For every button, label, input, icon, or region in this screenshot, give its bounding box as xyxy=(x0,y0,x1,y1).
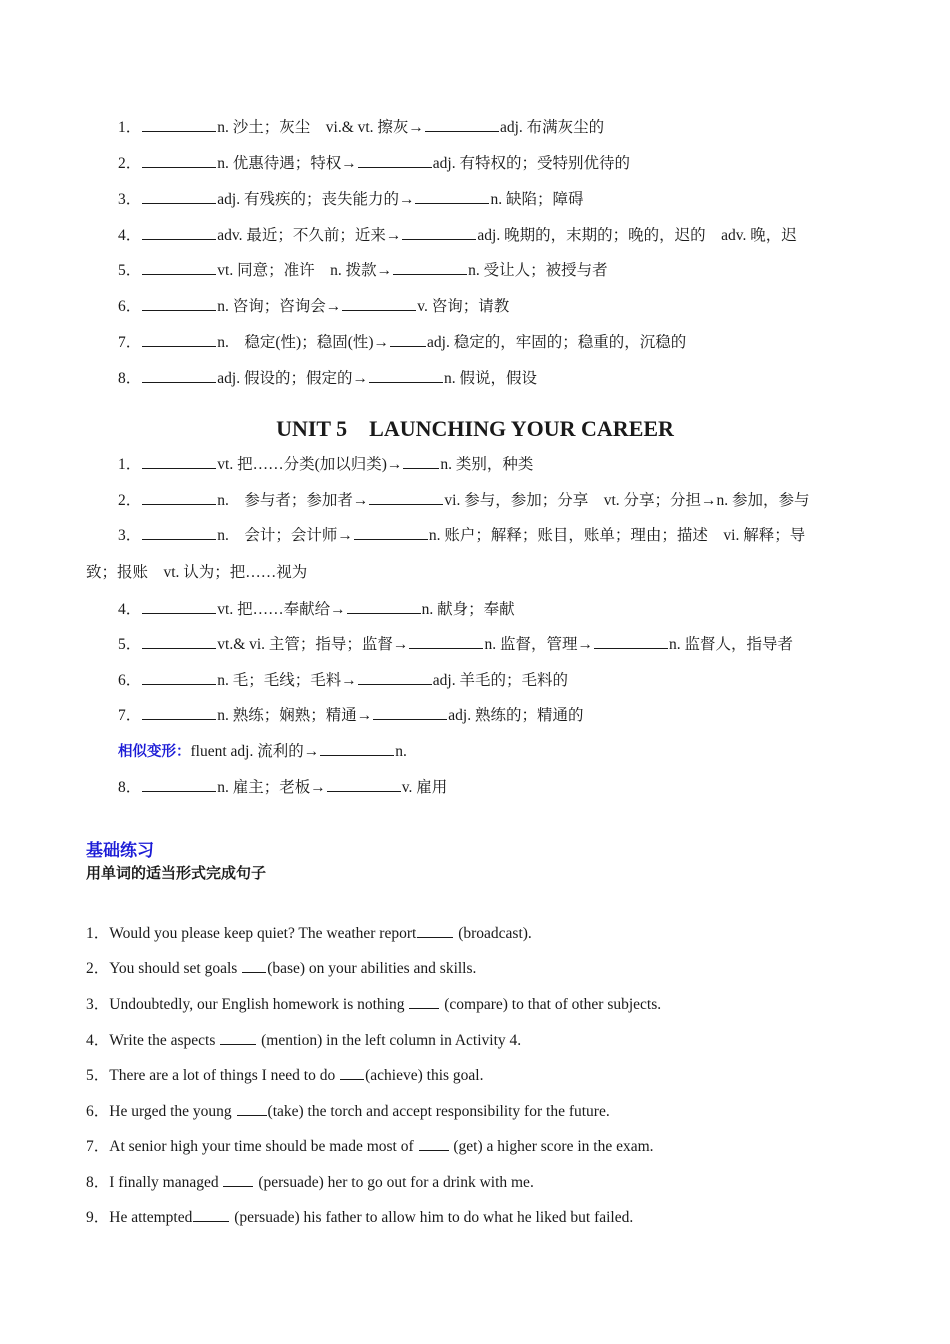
answer-blank[interactable] xyxy=(142,777,216,792)
sentence-text: (take) the torch and accept responsibility for the future. xyxy=(267,1103,610,1120)
answer-blank[interactable] xyxy=(358,670,432,685)
item-number: 3． xyxy=(86,996,110,1013)
item-number: 5． xyxy=(118,636,142,653)
sentence-text: At senior high your time should be made most of xyxy=(109,1138,418,1155)
item-number: 5． xyxy=(86,1067,110,1084)
answer-blank[interactable] xyxy=(142,117,216,132)
sentence-text: He urged the young xyxy=(109,1103,236,1120)
sentence-text: (persuade) his father to allow him to do what he liked but failed. xyxy=(230,1209,634,1226)
unit-vocab-item-4 xyxy=(118,599,890,620)
answer-blank[interactable] xyxy=(142,634,216,649)
item-number: 4． xyxy=(118,601,142,618)
vocab-item-2 xyxy=(118,153,890,174)
definition-text: adj. 熟练的；精通的 xyxy=(448,707,584,724)
answer-blank[interactable] xyxy=(142,454,216,469)
definition-text: vt.& vi. 主管；指导；监督→ xyxy=(217,636,409,653)
answer-blank[interactable] xyxy=(417,923,453,938)
answer-blank[interactable] xyxy=(142,153,216,168)
sentence-text: (broadcast). xyxy=(454,925,532,942)
exercise-item-3 xyxy=(86,994,890,1015)
answer-blank[interactable] xyxy=(142,368,216,383)
definition-text: n. 献身；奉献 xyxy=(421,601,515,618)
sentence-text: (base) on your abilities and skills. xyxy=(267,960,477,977)
sentence-text: (mention) in the left column in Activity 4. xyxy=(257,1032,522,1049)
answer-blank[interactable] xyxy=(369,490,443,505)
answer-blank[interactable] xyxy=(402,225,476,240)
item-number: 4． xyxy=(118,227,142,244)
definition-text: adj. 稳定的，牢固的；稳重的，沉稳的 xyxy=(427,334,687,351)
vocab-item-8 xyxy=(118,368,890,389)
definition-text: n. 咨询；咨询会→ xyxy=(217,298,342,315)
definition-text: n. 雇主；老板→ xyxy=(217,779,326,796)
similar-variation-label: 相似变形： xyxy=(118,744,191,760)
item-number: 6． xyxy=(118,672,142,689)
exercise-item-7 xyxy=(86,1136,890,1157)
answer-blank[interactable] xyxy=(142,599,216,614)
definition-text: fluent adj. 流利的→ xyxy=(190,743,320,760)
exercise-item-1 xyxy=(86,923,890,944)
answer-blank[interactable] xyxy=(342,296,416,311)
sentence-text: Undoubtedly, our English homework is nothing xyxy=(109,996,409,1013)
item-number: 3． xyxy=(118,191,142,208)
section-subtitle: 用单词的适当形式完成句子 xyxy=(86,864,267,882)
exercise-item-4 xyxy=(86,1030,890,1051)
definition-text: adj. 假设的；假定的→ xyxy=(217,370,368,387)
item-number: 3． xyxy=(118,527,142,544)
item-number: 7． xyxy=(86,1138,110,1155)
answer-blank[interactable] xyxy=(393,260,467,275)
answer-blank[interactable] xyxy=(142,670,216,685)
answer-blank[interactable] xyxy=(347,599,421,614)
vocab-item-5 xyxy=(118,260,890,281)
definition-text: n. 熟练；娴熟；精通→ xyxy=(217,707,373,724)
unit-vocab-item-5 xyxy=(118,634,890,655)
item-number: 4． xyxy=(86,1032,110,1049)
item-number: 1． xyxy=(118,456,142,473)
exercise-item-6 xyxy=(86,1101,890,1122)
sentence-text: (achieve) this goal. xyxy=(365,1067,484,1084)
definition-text: n. 监督人，指导者 xyxy=(668,636,793,653)
answer-blank[interactable] xyxy=(369,368,443,383)
answer-blank[interactable] xyxy=(425,117,499,132)
definition-text: adj. 有残疾的；丧失能力的→ xyxy=(217,191,415,208)
unit-vocab-item-3-continued: 致；报账 vt. 认为；把……视为 xyxy=(86,564,308,581)
unit-vocab-item-1 xyxy=(118,454,890,475)
definition-text: n. xyxy=(395,743,407,760)
answer-blank[interactable] xyxy=(242,958,266,973)
unit-vocab-item-2 xyxy=(118,490,890,511)
section-title: 基础练习 xyxy=(86,841,154,861)
sentence-text: There are a lot of things I need to do xyxy=(109,1067,340,1084)
answer-blank[interactable] xyxy=(142,296,216,311)
exercise-item-8 xyxy=(86,1172,890,1193)
item-number: 9． xyxy=(86,1209,110,1226)
definition-text: n. 受让人；被授与者 xyxy=(468,262,608,279)
unit-vocab-item-6 xyxy=(118,670,890,691)
item-number: 2． xyxy=(118,492,142,509)
sentence-text: Would you please keep quiet? The weather report xyxy=(109,925,417,942)
definition-text: adj. 羊毛的；毛料的 xyxy=(432,672,568,689)
definition-text: adj. 有特权的；受特别优待的 xyxy=(432,155,630,172)
definition-text: n. 参与者；参加者→ xyxy=(217,492,369,509)
answer-blank[interactable] xyxy=(142,332,216,347)
answer-blank[interactable] xyxy=(340,1065,364,1080)
sentence-text: (persuade) her to go out for a drink with me. xyxy=(254,1174,534,1191)
item-number: 6． xyxy=(86,1103,110,1120)
vocab-item-4 xyxy=(118,225,890,246)
sentence-text: (compare) to that of other subjects. xyxy=(440,996,662,1013)
definition-text: n. 毛；毛线；毛料→ xyxy=(217,672,357,689)
exercise-item-9 xyxy=(86,1207,890,1228)
definition-text: vi. 参与，参加；分享 vt. 分享；分担→n. 参加，参与 xyxy=(444,492,810,509)
item-number: 7． xyxy=(118,707,142,724)
vocab-item-3 xyxy=(118,189,890,210)
exercise-item-2 xyxy=(86,958,890,979)
item-number: 8． xyxy=(118,779,142,796)
item-number: 5． xyxy=(118,262,142,279)
answer-blank[interactable] xyxy=(419,1136,449,1151)
answer-blank[interactable] xyxy=(142,260,216,275)
item-number: 2． xyxy=(118,155,142,172)
unit-vocab-item-8 xyxy=(118,777,890,798)
sentence-text: Write the aspects xyxy=(109,1032,220,1049)
answer-blank[interactable] xyxy=(327,777,401,792)
answer-blank[interactable] xyxy=(354,525,428,540)
answer-blank[interactable] xyxy=(409,634,483,649)
vocab-item-7 xyxy=(118,332,890,353)
sentence-text: (get) a higher score in the exam. xyxy=(449,1138,654,1155)
item-number: 1． xyxy=(86,925,110,942)
answer-blank[interactable] xyxy=(142,525,216,540)
answer-blank[interactable] xyxy=(142,225,216,240)
answer-blank[interactable] xyxy=(373,705,447,720)
sentence-text: He attempted xyxy=(109,1209,193,1226)
item-number: 8． xyxy=(118,370,142,387)
answer-blank[interactable] xyxy=(320,741,394,756)
answer-blank[interactable] xyxy=(220,1030,256,1045)
answer-blank[interactable] xyxy=(403,454,439,469)
definition-text: n. 沙土；灰尘 vi.& vt. 擦灰→ xyxy=(217,119,424,136)
definition-text: n. 账户；解释；账目，账单；理由；描述 vi. 解释；导 xyxy=(428,527,806,544)
answer-blank[interactable] xyxy=(142,189,216,204)
vocab-item-6 xyxy=(118,296,890,317)
exercise-item-5 xyxy=(86,1065,890,1086)
definition-text: n. 类别，种类 xyxy=(440,456,534,473)
definition-text: adj. 晚期的，末期的；晚的，迟的 adv. 晚，迟 xyxy=(477,227,797,244)
definition-text: n. 监督，管理→ xyxy=(484,636,593,653)
vocab-item-1 xyxy=(118,117,890,138)
answer-blank[interactable] xyxy=(594,634,668,649)
definition-text: n. 假说，假设 xyxy=(443,370,537,387)
unit-title: UNIT 5 LAUNCHING YOUR CAREER xyxy=(276,416,674,441)
answer-blank[interactable] xyxy=(358,153,432,168)
item-number: 1． xyxy=(118,119,142,136)
definition-text: adv. 最近；不久前；近来→ xyxy=(217,227,402,244)
definition-text: vt. 把……奉献给→ xyxy=(217,601,346,618)
item-number: 6． xyxy=(118,298,142,315)
item-number: 8． xyxy=(86,1174,110,1191)
answer-blank[interactable] xyxy=(142,705,216,720)
definition-text: n. 优惠待遇；特权→ xyxy=(217,155,357,172)
definition-text: v. 雇用 xyxy=(401,779,448,796)
definition-text: adj. 布满灰尘的 xyxy=(499,119,605,136)
answer-blank[interactable] xyxy=(237,1101,267,1116)
answer-blank[interactable] xyxy=(409,994,439,1009)
answer-blank[interactable] xyxy=(223,1172,253,1187)
definition-text: n. 缺陷；障碍 xyxy=(490,191,584,208)
item-number: 2． xyxy=(86,960,110,977)
unit-vocab-item-7 xyxy=(118,705,890,726)
answer-blank[interactable] xyxy=(142,490,216,505)
sentence-text: I finally managed xyxy=(109,1174,223,1191)
answer-blank[interactable] xyxy=(390,332,426,347)
answer-blank[interactable] xyxy=(193,1207,229,1222)
item-number: 7． xyxy=(118,334,142,351)
answer-blank[interactable] xyxy=(415,189,489,204)
unit-vocab-item-3 xyxy=(118,525,890,546)
similar-variation xyxy=(118,741,890,762)
definition-text: vt. 把……分类(加以归类)→ xyxy=(217,456,403,473)
definition-text: v. 咨询；请教 xyxy=(417,298,510,315)
sentence-text: You should set goals xyxy=(109,960,242,977)
definition-text: vt. 同意；准许 n. 拨款→ xyxy=(217,262,393,279)
definition-text: n. 会计；会计师→ xyxy=(217,527,353,544)
definition-text: n. 稳定(性)；稳固(性)→ xyxy=(217,334,390,351)
